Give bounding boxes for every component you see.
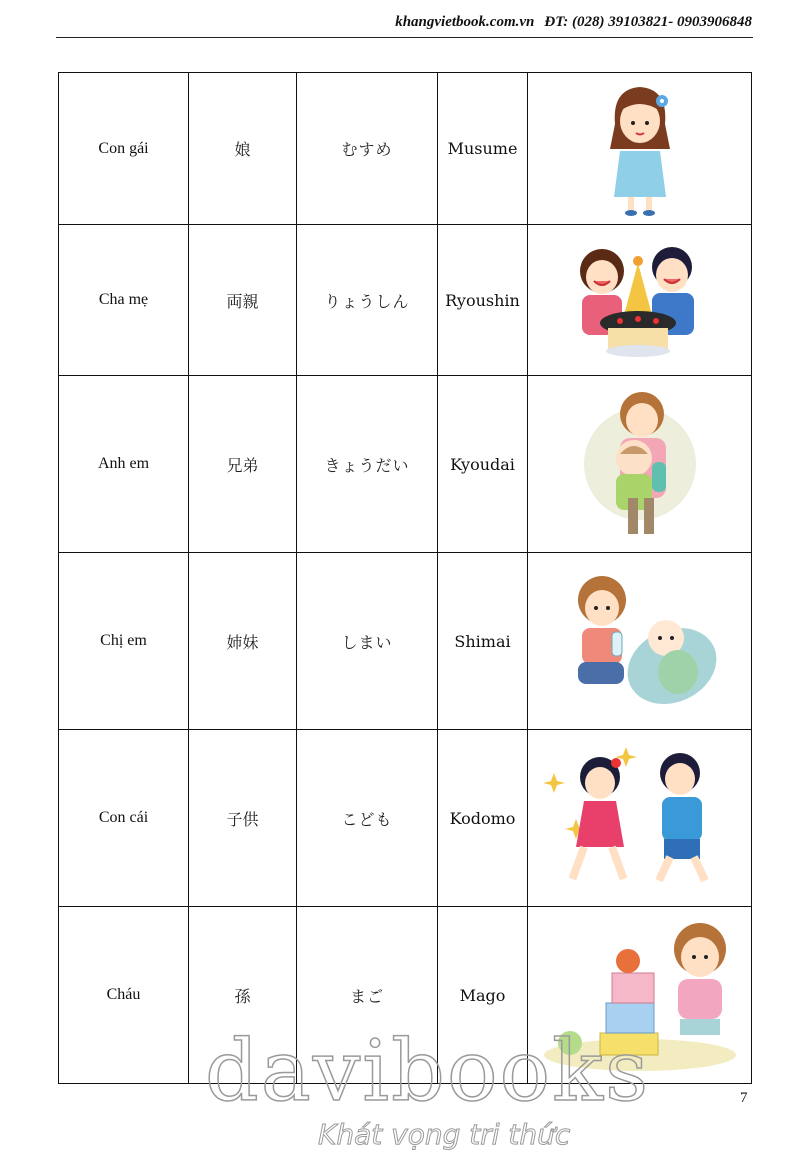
table-row [59, 730, 752, 907]
page-number: 7 [740, 1090, 748, 1106]
table-row [59, 73, 752, 225]
vietnamese-word: Cháu [59, 907, 189, 1084]
kana-reading: まご [297, 907, 438, 1084]
romaji-reading: Kodomo [438, 730, 528, 907]
girl-illustration [528, 73, 752, 225]
romaji-reading: Ryoushin [438, 225, 528, 376]
vietnamese-word: Con cái [59, 730, 189, 907]
header-phone: ĐT: (028) 39103821- 0903906848 [544, 14, 752, 30]
children-playing-illustration [528, 730, 752, 907]
vietnamese-word: Anh em [59, 376, 189, 553]
kanji-word: 孫 [189, 907, 297, 1084]
vietnamese-word: Cha mẹ [59, 225, 189, 376]
kanji-word: 子供 [189, 730, 297, 907]
page-header [395, 14, 752, 31]
brothers-illustration [528, 376, 752, 553]
kana-reading: りょうしん [297, 225, 438, 376]
kana-reading: むすめ [297, 73, 438, 225]
watermark-brand: davibooks [205, 1022, 651, 1120]
table-row [59, 376, 752, 553]
vietnamese-word: Chị em [59, 553, 189, 730]
table-row [59, 553, 752, 730]
parents-with-cake-illustration [528, 225, 752, 376]
kanji-word: 姉妹 [189, 553, 297, 730]
kanji-word: 兄弟 [189, 376, 297, 553]
kana-reading: しまい [297, 553, 438, 730]
kana-reading: きょうだい [297, 376, 438, 553]
sisters-illustration [528, 553, 752, 730]
watermark-tagline: Khát vọng tri thức [318, 1118, 571, 1151]
romaji-reading: Shimai [438, 553, 528, 730]
vietnamese-word: Con gái [59, 73, 189, 225]
romaji-reading: Mago [438, 907, 528, 1084]
kanji-word: 両親 [189, 225, 297, 376]
kana-reading: こども [297, 730, 438, 907]
vocabulary-table [58, 72, 752, 1084]
header-rule [56, 37, 753, 38]
romaji-reading: Musume [438, 73, 528, 225]
header-website: khangvietbook.com.vn [395, 14, 535, 30]
table-row [59, 225, 752, 376]
kanji-word: 娘 [189, 73, 297, 225]
romaji-reading: Kyoudai [438, 376, 528, 553]
